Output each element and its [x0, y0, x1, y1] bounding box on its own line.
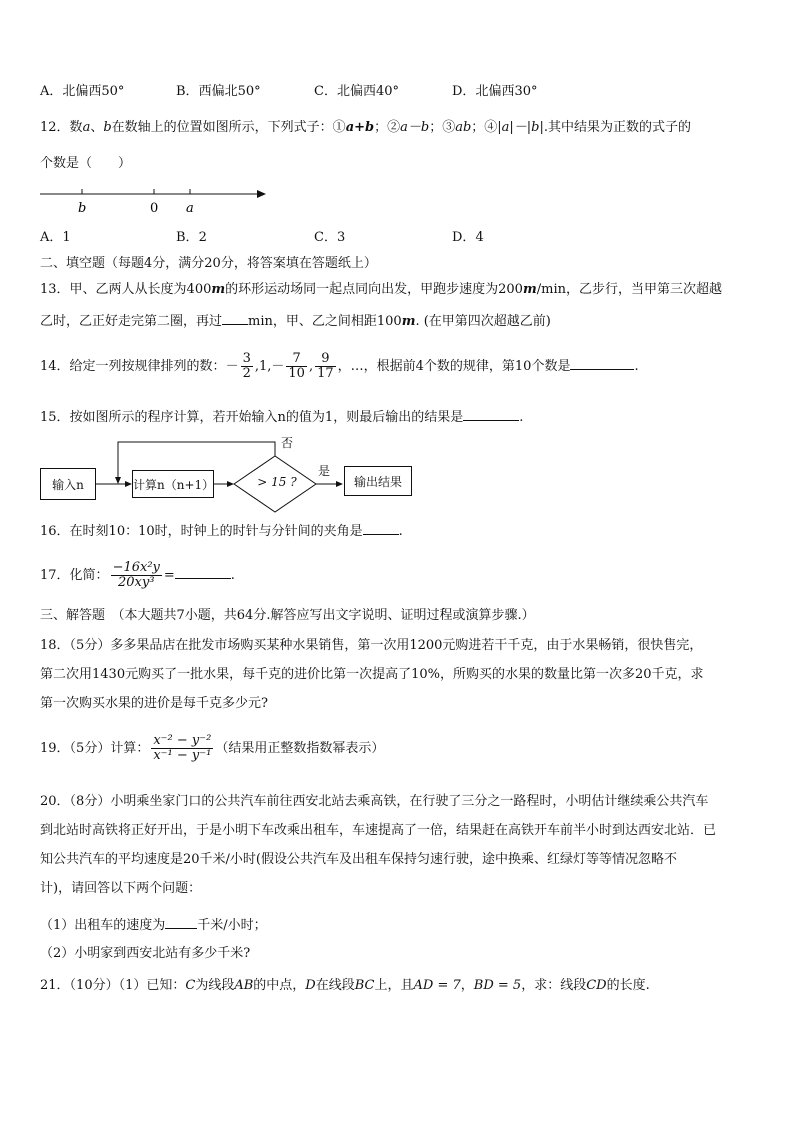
section3-title: 三、解答题 （本大题共7小题，共64分.解答应写出文字说明、证明过程或演算步骤.）	[40, 608, 535, 623]
q19-line: 19．（5分）计算： $\frac{\text{x⁻² − y⁻²}}{\text{x⁻¹ − y⁻¹}}$ （结果用正整数指数幂表示）	[40, 733, 385, 763]
q18-line2: 第二次用1430元购买了一批水果，每千克的进价比第一次提高了10%，所购买的水果的数量比第一次多20千克，求	[40, 667, 704, 682]
number-line	[36, 184, 276, 220]
q14-fraction-1: $\frac{3}{2}$	[242, 351, 251, 381]
label-a: a	[186, 201, 194, 216]
q13-line2: 乙时，乙正好走完第二圈，再过 min，甲、乙之间相距100m. (在甲第四次超越乙前)	[40, 314, 551, 329]
q15-answer-blank[interactable]	[463, 408, 519, 421]
q18-line1: 18．（5分）多多果品店在批发市场购买某种水果销售，第一次用1200元购进若干千克，由于水果畅销，很快售完，	[40, 638, 703, 653]
q12-line2: 个数是（ ）	[40, 156, 132, 171]
q11-option-b: B．西偏北50°	[176, 84, 261, 99]
flow-compute-box: 计算n（n+1）	[132, 470, 214, 498]
q11-option-a: A．北偏西50°	[40, 84, 125, 99]
q19-fraction: $\frac{\text{x⁻² − y⁻²}}{\text{x⁻¹ − y⁻¹}}$	[153, 733, 212, 763]
section2-title: 二、填空题（每题4分，满分20分，将答案填在答题纸上）	[40, 256, 377, 271]
q16-line: 16．在时刻10：10时，时钟上的时针与分针间的夹角是 .	[40, 524, 403, 539]
q12-option-d: D．4	[452, 230, 484, 245]
q11-option-d: D．北偏西30°	[452, 84, 538, 99]
q12-option-c: C．3	[314, 230, 346, 245]
q14-answer-blank[interactable]	[570, 357, 634, 370]
q14-fraction-2: $\frac{7}{10}$	[288, 351, 305, 381]
flow-output-box: 输出结果	[344, 466, 412, 496]
q20-sub2: （2）小明家到西安北站有多少千米?	[40, 946, 251, 961]
q20-sub1: （1）出租车的速度为 千米/小时；	[40, 918, 267, 933]
q15-line: 15．按如图所示的程序计算，若开始输入n的值为1，则最后输出的结果是 .	[40, 410, 524, 425]
q12-line1: 12．数a、b在数轴上的位置如图所示，下列式子：①a+b；②a－b；③ab；④|a|－|b|.其中结果为正数的式子的	[40, 120, 692, 135]
q11-option-c: C．北偏西40°	[314, 84, 399, 99]
flow-yes-label: 是	[318, 464, 331, 478]
q20-line1: 20．（8分）小明乘坐家门口的公共汽车前往西安北站去乘高铁，在行驶了三分之一路程时，小明估计继续乘公共汽车	[40, 794, 709, 809]
q14-line: 14．给定一列按规律排列的数：－ $\frac{3}{2}$ ,1,－ $\frac{7}{10}$ , $\frac{9}{17}$ ，…，根据前4个数的规律，第10个数是 .	[40, 351, 639, 381]
flow-condition-label: > 15 ?	[257, 475, 297, 489]
q20-answer-blank[interactable]	[165, 916, 197, 929]
q21-line: 21．（10分）（1）已知：C为线段AB的中点，D在线段BC上，且AD = 7，BD = 5，求：线段CD的长度.	[40, 978, 650, 993]
q16-answer-blank[interactable]	[363, 522, 399, 535]
q20-line2: 到北站时高铁将正好开出，于是小明下车改乘出租车，车速提高了一倍，结果赶在高铁开车前半小时到达西安北站．已	[40, 823, 717, 838]
q18-line3: 第一次购买水果的进价是每千克多少元?	[40, 696, 268, 711]
number-line-arrow	[257, 190, 266, 198]
q20-line4: 计)，请回答以下两个问题：	[40, 881, 202, 896]
q17-line: 17．化简： $\frac{\text{−16x²y}}{\text{20xy³}}$ = .	[40, 560, 235, 590]
q17-answer-blank[interactable]	[175, 566, 231, 579]
label-zero: 0	[150, 201, 159, 216]
q12-option-b: B．2	[176, 230, 207, 245]
q20-line3: 知公共汽车的平均速度是20千米/小时(假设公共汽车及出租车保持匀速行驶，途中换乘、红绿灯等等情况忽略不	[40, 852, 677, 867]
flow-no-label: 否	[281, 436, 294, 450]
q14-fraction-3: $\frac{9}{17}$	[317, 351, 334, 381]
label-b: b	[78, 201, 87, 216]
flow-input-box: 输入n	[40, 468, 96, 500]
q13-line1: 13．甲、乙两人从长度为400m的环形运动场同一起点同向出发，甲跑步速度为200m/min，乙步行，当甲第三次超越	[40, 282, 722, 297]
q17-fraction: $\frac{\text{−16x²y}}{\text{20xy³}}$	[112, 560, 160, 590]
q13-answer-blank[interactable]	[222, 312, 248, 325]
q12-option-a: A．1	[40, 230, 71, 245]
